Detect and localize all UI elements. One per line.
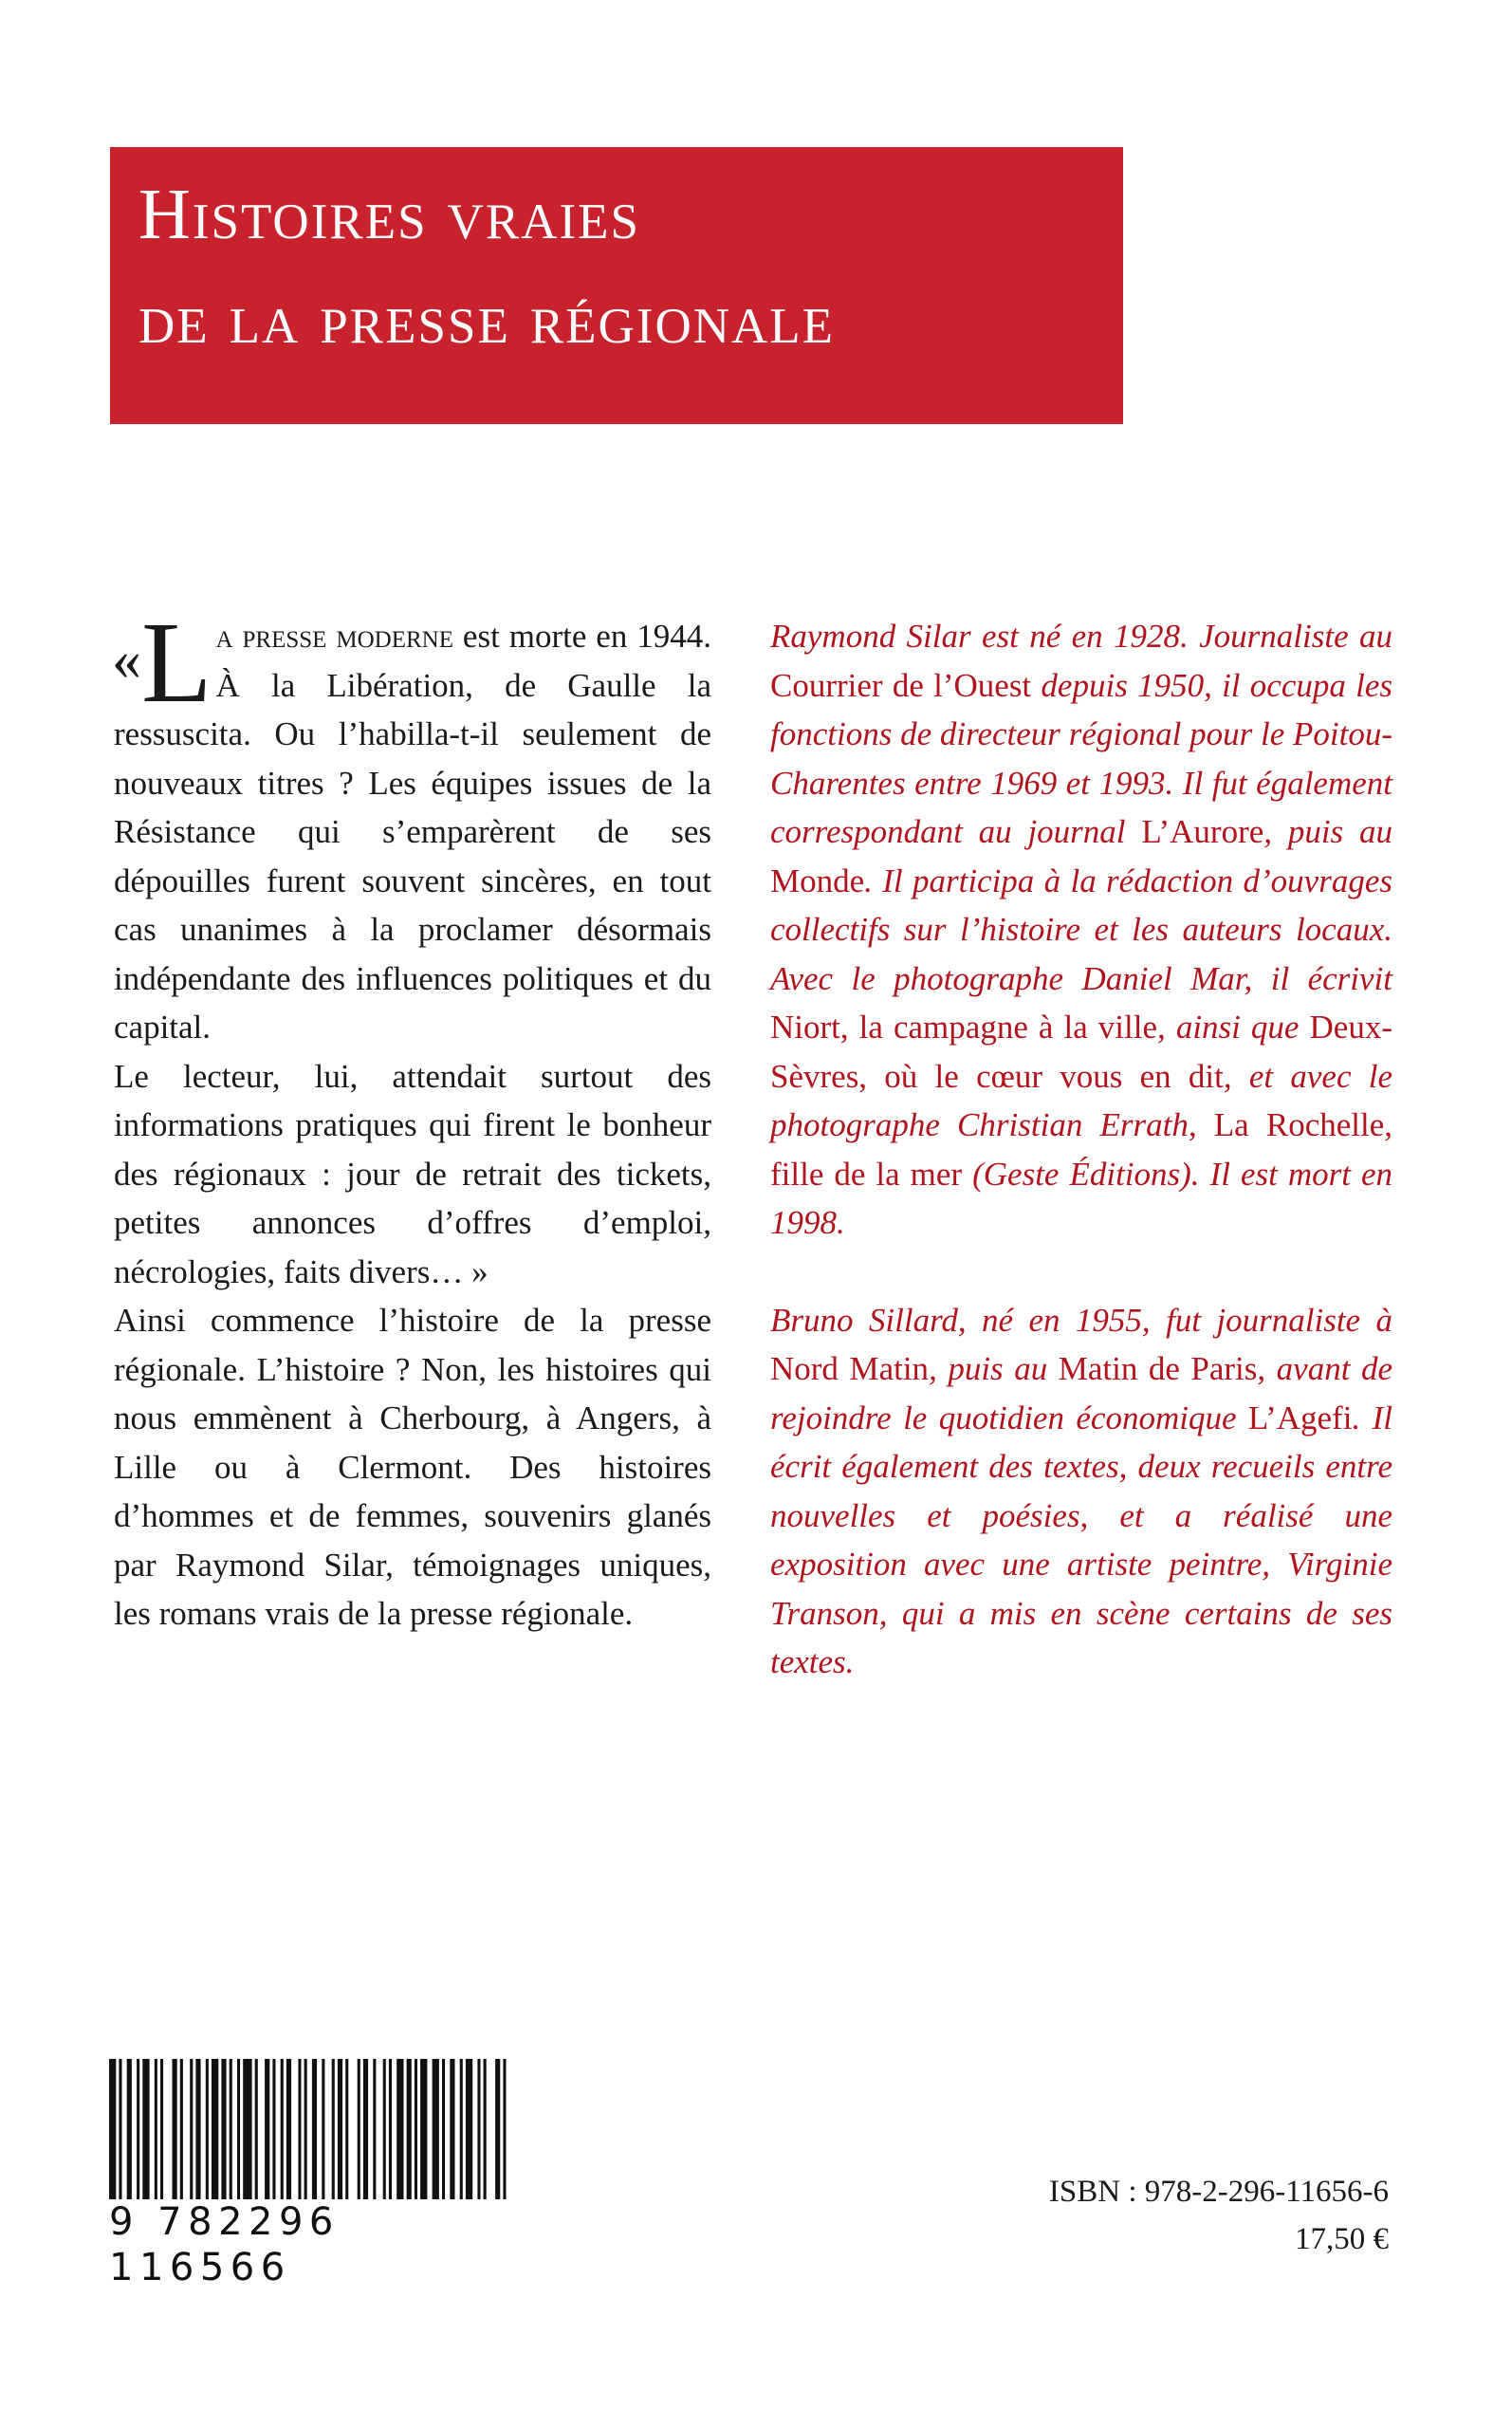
- barcode-bar: [358, 2059, 360, 2201]
- bio-bruno-sillard: [770, 1296, 1392, 1687]
- bio1-title-monde: Monde: [770, 862, 865, 899]
- barcode-bar: [383, 2059, 386, 2201]
- barcode-bar: [281, 2059, 284, 2201]
- barcode-bar: [495, 2059, 500, 2201]
- barcode-bar: [221, 2059, 226, 2201]
- bio2-title-matin-de-paris: Matin de Paris: [1058, 1350, 1258, 1387]
- barcode-bar: [137, 2059, 139, 2201]
- barcode-digits: 9 782296 116566: [109, 2199, 509, 2290]
- bio1-text-c: depuis 1950, il occupa les fonctions de directeur régional pour le Poitou-Charentes entre 1969 et 1993. Il fut également correspondant au journal: [770, 666, 1393, 850]
- dropcap-block: [112, 599, 212, 727]
- blurb-paragraph-2: Le lecteur, lui, attendait surtout des informations pratiques qui firent le bonheur des régionaux : jour de retrait des tickets, petites annonces d’offres d’emploi, nécrologies, faits divers… »: [114, 1057, 711, 1290]
- barcode-bar: [255, 2059, 258, 2201]
- bio2-text-g: . Il écrit également des textes, deux recueils entre nouvelles et poésies, et a réalisé une exposition avec une artiste peintre, Virginie Transon, qui a mis en scène certains de ses textes.: [770, 1399, 1392, 1680]
- isbn-price-block: [1049, 2168, 1389, 2263]
- blurb-paragraph-3: Ainsi commence l’histoire de la presse régionale. L’histoire ? Non, les histoires qui nous emmènent à Cherbourg, à Angers, à Lille ou à Clermont. Des histoires d’hommes et de femmes, souvenirs glanés par Raymond Silar, témoignages uniques, les romans vrais de la presse régionale.: [114, 1302, 711, 1632]
- barcode-bar: [338, 2059, 342, 2201]
- isbn-number: ISBN : 978-2-296-11656-6: [1048, 2175, 1389, 2209]
- blurb-lead: a presse moderne: [215, 618, 453, 655]
- barcode-bar: [243, 2059, 251, 2201]
- barcode-bar: [312, 2059, 317, 2201]
- bio2-text-a: Bruno Sillard, né en 1955, fut journaliste à: [770, 1301, 1392, 1339]
- bio1-text-a: Raymond Silar est né en 1928. Journaliste au: [770, 618, 1392, 655]
- barcode-bar: [180, 2059, 183, 2201]
- barcode-bar: [109, 2059, 116, 2201]
- bio1-text-i: , ainsi que: [1157, 1009, 1310, 1046]
- barcode-bar: [322, 2059, 324, 2201]
- bio2-text-c: , puis au: [929, 1350, 1059, 1387]
- barcode-bar: [127, 2059, 132, 2201]
- blurb-column: [112, 599, 711, 1639]
- blurb-paragraph-1: [112, 599, 711, 1052]
- bio1-title-courrier: Courrier de l’Ouest: [770, 666, 1032, 704]
- title-line-1: Histoires vraies: [138, 175, 640, 254]
- barcode-bar: [298, 2059, 301, 2201]
- bio1-text-m: (Geste Éditions). Il est mort en 1998.: [770, 1155, 1392, 1241]
- barcode-bar: [460, 2059, 463, 2201]
- dropcap-letter: L: [141, 599, 212, 727]
- barcode-bar: [155, 2059, 157, 2201]
- barcode-bar: [173, 2059, 177, 2201]
- barcode-bar: [212, 2059, 218, 2201]
- barcode-bar: [345, 2059, 348, 2201]
- bio-raymond-silar: [770, 612, 1392, 1248]
- barcode-bar: [286, 2059, 291, 2201]
- barcode-bar: [142, 2059, 149, 2201]
- bio1-title-aurore: L’Aurore: [1141, 813, 1264, 850]
- bio2-title-agefi: L’Agefi: [1247, 1399, 1353, 1436]
- barcode-bar: [466, 2059, 472, 2201]
- barcode-bar: [265, 2059, 269, 2201]
- title-banner: [110, 147, 1123, 424]
- blurb-p1-text: est morte en 1944. À la Libération, de Gaulle la ressuscita. Ou l’habilla-t-il seulement de nouveaux titres ? Les équipes issues de la Résistance qui s’emparèrent de ses dépouilles furent souvent sincères, en tout cas unanimes à la proclamer désormais indépendante des influences politiques et du capital.: [114, 618, 711, 1046]
- barcode-bar: [195, 2059, 200, 2201]
- barcode-bar: [442, 2059, 445, 2201]
- bio1-text-e: , puis au: [1263, 813, 1392, 850]
- barcode-bar: [230, 2059, 232, 2201]
- bio1-title-niort: Niort, la campagne à la ville: [770, 1009, 1158, 1046]
- barcode-bar: [420, 2059, 427, 2201]
- barcode-bar: [503, 2059, 506, 2201]
- barcode-bar: [389, 2059, 392, 2201]
- barcode-bar: [484, 2059, 487, 2201]
- barcode-bar: [304, 2059, 307, 2201]
- bio1-title-deux-sevres: Deux-Sèvres, où le cœur vous en dit: [770, 1009, 1392, 1095]
- author-bios-column: [770, 612, 1392, 1687]
- barcode-bar: [396, 2059, 403, 2201]
- barcode-bar: [332, 2059, 335, 2201]
- bio1-text-k: , et avec le photographe Christian Errath,: [770, 1057, 1393, 1143]
- barcode-bar: [119, 2059, 121, 2201]
- barcode-bars-icon: [109, 2059, 509, 2201]
- bio1-text-g: . Il participa à la rédaction d’ouvrages collectifs sur l’histoire et les auteurs locaux. Avec le photographe Daniel Mar, il écrivit: [770, 862, 1392, 997]
- bio1-title-la-rochelle: La Rochelle, fille de la mer: [770, 1106, 1393, 1193]
- bio2-title-nord-matin: Nord Matin: [770, 1350, 930, 1387]
- barcode-bar: [272, 2059, 275, 2201]
- barcode-bar: [190, 2059, 193, 2201]
- barcode-bar: [477, 2059, 480, 2201]
- title-line-2: de la presse régionale: [138, 278, 836, 359]
- bio2-text-e: , avant de rejoindre le quotidien économique: [770, 1350, 1392, 1436]
- barcode-bar: [407, 2059, 412, 2201]
- barcode-bar: [415, 2059, 417, 2201]
- price: 17,50 €: [1295, 2222, 1389, 2256]
- barcode-bar: [237, 2059, 240, 2201]
- barcode-bar: [433, 2059, 439, 2201]
- barcode-bar: [363, 2059, 368, 2201]
- barcode-bar: [373, 2059, 376, 2201]
- barcode-bar: [450, 2059, 454, 2201]
- opening-quote: «: [112, 628, 141, 693]
- barcode-bar: [206, 2059, 209, 2201]
- barcode-bar: [160, 2059, 163, 2201]
